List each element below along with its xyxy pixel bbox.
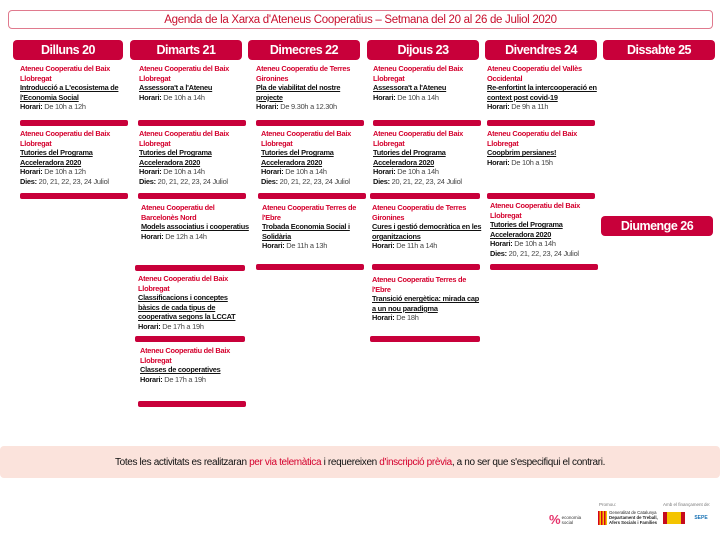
separator-bar (138, 193, 246, 199)
dies-label: Dies: (373, 176, 390, 186)
horari-label: Horari: (139, 92, 162, 102)
day-header-dimecres: Dimecres 22 (248, 40, 360, 60)
generalitat-logo (598, 510, 658, 525)
horari-value: De 10h a 12h (44, 167, 86, 177)
event-organizer: Ateneu Cooperatiu del Baix Llobregat (20, 64, 111, 83)
logo-text: social (561, 519, 574, 525)
horari-label: Horari: (490, 239, 513, 249)
event-card[interactable] (141, 203, 253, 241)
event-days (261, 177, 373, 187)
event-card[interactable] (487, 129, 599, 167)
event-organizer: Ateneu Cooperatiu Terres de l'Ebre (372, 275, 467, 294)
event-days (20, 177, 132, 187)
logo-text: economia (561, 514, 582, 520)
event-schedule (373, 167, 485, 177)
event-card[interactable] (139, 129, 251, 187)
event-activity-link[interactable]: Tutories del Programa Acceleradora 2020 (20, 148, 93, 167)
horari-value: De 10h a 14h (514, 239, 556, 249)
gobierno-espana-logo (663, 512, 685, 524)
notice-text-2: i requereixen (321, 456, 380, 468)
event-schedule (20, 167, 132, 177)
event-organizer: Ateneu Cooperatiu del Barcelonès Nord (141, 203, 215, 222)
event-card[interactable] (140, 346, 252, 384)
horari-value: De 10h a 14h (397, 167, 439, 177)
horari-value: De 10h a 15h (511, 157, 553, 167)
separator-bar (490, 264, 598, 270)
event-card[interactable] (372, 275, 484, 323)
event-activity-link[interactable]: Transició energètica: mirada cap a un nou paradigma (372, 294, 480, 313)
separator-bar (487, 120, 595, 126)
horari-label: Horari: (140, 374, 163, 384)
event-card[interactable] (490, 201, 602, 259)
dies-value: 20, 21, 22, 23, 24 Juliol (508, 248, 579, 258)
horari-label: Horari: (141, 231, 164, 241)
notice-text-1: Totes les activitats es realitzaran (114, 456, 250, 468)
event-activity-link[interactable]: Classificacions i conceptes bàsics de cada tipus de cooperativa segons la LCCAT (138, 293, 236, 322)
separator-bar (370, 336, 480, 342)
horari-value: De 9h a 11h (511, 102, 549, 112)
horari-value: De 11h a 13h (286, 241, 328, 251)
separator-bar (372, 264, 480, 270)
horari-value: De 17h a 19h (162, 321, 204, 331)
event-activity-link[interactable]: Assessora't a l'Ateneu (373, 83, 447, 93)
notice-highlight-inscripcio: d'inscripció prèvia (379, 456, 452, 468)
dies-value: 20, 21, 22, 23, 24 Juliol (157, 176, 228, 186)
event-organizer: Ateneu Cooperatiu del Vallès Occidental (487, 64, 582, 83)
event-organizer: Ateneu Cooperatiu del Baix Llobregat (20, 129, 111, 148)
day-header-dissabte: Dissabte 25 (603, 40, 715, 60)
event-schedule (139, 167, 251, 177)
separator-bar (487, 193, 595, 199)
dies-value: 20, 21, 22, 23, 24 Juliol (38, 176, 109, 186)
separator-bar (256, 120, 364, 126)
logo-text: Generalitat de Catalunya (609, 510, 657, 515)
event-organizer: Ateneu Cooperatiu del Baix Llobregat (373, 64, 464, 83)
horari-label: Horari: (20, 167, 43, 177)
event-activity-link[interactable]: Assessora't a l'Ateneu (139, 83, 213, 93)
dies-value: 20, 21, 22, 23, 24 Juliol (279, 176, 350, 186)
logo-text: Departament de Treball, (609, 515, 658, 520)
notice-banner (0, 446, 720, 478)
logo-text: Afers Socials i Famílies (609, 520, 658, 525)
event-schedule (256, 102, 368, 112)
horari-label: Horari: (261, 167, 284, 177)
notice-highlight-telematica: per via telemàtica (249, 456, 322, 468)
horari-value: De 9.30h a 12.30h (280, 102, 337, 112)
horari-value: De 10h a 14h (163, 92, 205, 102)
horari-value: De 18h (396, 313, 419, 323)
event-schedule (262, 241, 374, 251)
footer-logos (530, 498, 720, 538)
horari-label: Horari: (487, 157, 510, 167)
dies-label: Dies: (139, 176, 156, 186)
separator-bar (20, 193, 128, 199)
separator-bar (138, 401, 246, 407)
day-header-divendres: Divendres 24 (485, 40, 597, 60)
event-card[interactable] (138, 274, 250, 332)
event-schedule (138, 322, 250, 332)
event-organizer: Ateneu Cooperatiu del Baix Llobregat (140, 346, 231, 365)
separator-bar (373, 120, 481, 126)
event-activity-link[interactable]: Tutories del Programa Acceleradora 2020 (139, 148, 212, 167)
event-card[interactable] (261, 129, 373, 187)
event-schedule (140, 375, 252, 385)
day-header-dilluns: Dilluns 20 (13, 40, 123, 60)
event-card[interactable] (373, 64, 485, 102)
event-days (490, 249, 602, 259)
sepe-logo: SEPE (694, 515, 708, 521)
horari-label: Horari: (372, 241, 395, 251)
event-schedule (139, 93, 251, 103)
event-organizer: Ateneu Cooperatiu del Baix Llobregat (487, 129, 578, 148)
event-schedule (261, 167, 373, 177)
event-schedule (20, 102, 132, 112)
separator-bar (135, 265, 245, 271)
event-activity-link[interactable]: Cures i gestió democràtica en les organitzacions (372, 222, 482, 241)
separator-bar (135, 336, 245, 342)
event-card[interactable] (256, 64, 368, 112)
horari-value: De 10h a 12h (44, 102, 86, 112)
dies-label: Dies: (261, 176, 278, 186)
page-title: Agenda de la Xarxa d'Ateneus Cooperatius – Setmana del 20 al 26 de Juliol 2020 (164, 13, 557, 26)
horari-label: Horari: (139, 167, 162, 177)
page-title-box (8, 10, 713, 29)
event-activity-link[interactable]: Tutories del Programa Acceleradora 2020 (261, 148, 334, 167)
financament-label: Amb el finançament de: (663, 502, 711, 507)
horari-label: Horari: (373, 92, 396, 102)
event-card[interactable] (487, 64, 599, 112)
event-activity-link[interactable]: Tutories del Programa Acceleradora 2020 (490, 220, 563, 239)
event-activity-link[interactable]: Models associatius i cooperatius (141, 222, 249, 232)
event-card[interactable] (20, 129, 132, 187)
separator-bar (138, 120, 246, 126)
horari-value: De 17h a 19h (164, 374, 206, 384)
day-header-dimarts: Dimarts 21 (130, 40, 242, 60)
horari-label: Horari: (20, 102, 43, 112)
horari-value: De 10h a 14h (163, 167, 205, 177)
event-schedule (487, 102, 599, 112)
event-organizer: Ateneu Cooperatiu de Terres Gironines (372, 203, 467, 222)
separator-bar (256, 264, 364, 270)
day-header-diumenge: Diumenge 26 (601, 216, 713, 236)
event-activity-link[interactable]: Introducció a L'ecosistema de l'Economia Social (20, 83, 119, 102)
horari-value: De 11h a 14h (396, 241, 438, 251)
dies-label: Dies: (490, 248, 507, 258)
event-schedule (141, 232, 253, 242)
economia-social-logo (549, 512, 581, 527)
promou-label: Promou: (599, 502, 617, 507)
event-schedule (372, 313, 484, 323)
event-card[interactable] (372, 203, 484, 251)
event-activity-link[interactable]: Pla de viabilitat del nostre projecte (256, 83, 341, 102)
separator-bar (370, 193, 480, 199)
event-card[interactable] (20, 64, 132, 112)
horari-label: Horari: (262, 241, 285, 251)
dies-value: 20, 21, 22, 23, 24 Juliol (391, 176, 462, 186)
event-activity-link[interactable]: Re-enfortint la intercooperació en context post covid-19 (487, 83, 597, 102)
senyera-icon (598, 511, 607, 525)
event-organizer: Ateneu Cooperatiu Terres de l'Ebre (262, 203, 357, 222)
event-activity-link[interactable]: Tutories del Programa Acceleradora 2020 (373, 148, 446, 167)
notice-text-3: , a no ser que s'especifiqui el contrari. (451, 456, 606, 468)
event-schedule (490, 239, 602, 249)
event-organizer: Ateneu Cooperatiu del Baix Llobregat (138, 274, 229, 293)
event-activity-link[interactable]: Coopbrim persianes! (487, 148, 557, 158)
day-header-dijous: Dijous 23 (367, 40, 479, 60)
horari-value: De 12h a 14h (165, 231, 207, 241)
event-organizer: Ateneu Cooperatiu del Baix Llobregat (261, 129, 352, 148)
event-organizer: Ateneu Cooperatiu de Terres Gironines (256, 64, 351, 83)
horari-label: Horari: (373, 167, 396, 177)
event-card[interactable] (262, 203, 374, 251)
separator-bar (20, 120, 128, 126)
event-days (373, 177, 485, 187)
event-schedule (373, 93, 485, 103)
event-card[interactable] (373, 129, 485, 187)
event-organizer: Ateneu Cooperatiu del Baix Llobregat (139, 64, 230, 83)
event-activity-link[interactable]: Trobada Economia Social i Solidària (262, 222, 350, 241)
percent-icon: % (549, 512, 560, 527)
event-schedule (487, 158, 599, 168)
event-organizer: Ateneu Cooperatiu del Baix Llobregat (373, 129, 464, 148)
event-days (139, 177, 251, 187)
event-organizer: Ateneu Cooperatiu del Baix Llobregat (490, 201, 581, 220)
horari-label: Horari: (487, 102, 510, 112)
horari-label: Horari: (372, 313, 395, 323)
horari-label: Horari: (256, 102, 279, 112)
horari-value: De 10h a 14h (285, 167, 327, 177)
dies-label: Dies: (20, 176, 37, 186)
event-organizer: Ateneu Cooperatiu del Baix Llobregat (139, 129, 230, 148)
event-activity-link[interactable]: Classes de cooperatives (140, 365, 221, 375)
event-card[interactable] (139, 64, 251, 102)
horari-label: Horari: (138, 321, 161, 331)
horari-value: De 10h a 14h (397, 92, 439, 102)
separator-bar (258, 193, 366, 199)
event-schedule (372, 241, 484, 251)
